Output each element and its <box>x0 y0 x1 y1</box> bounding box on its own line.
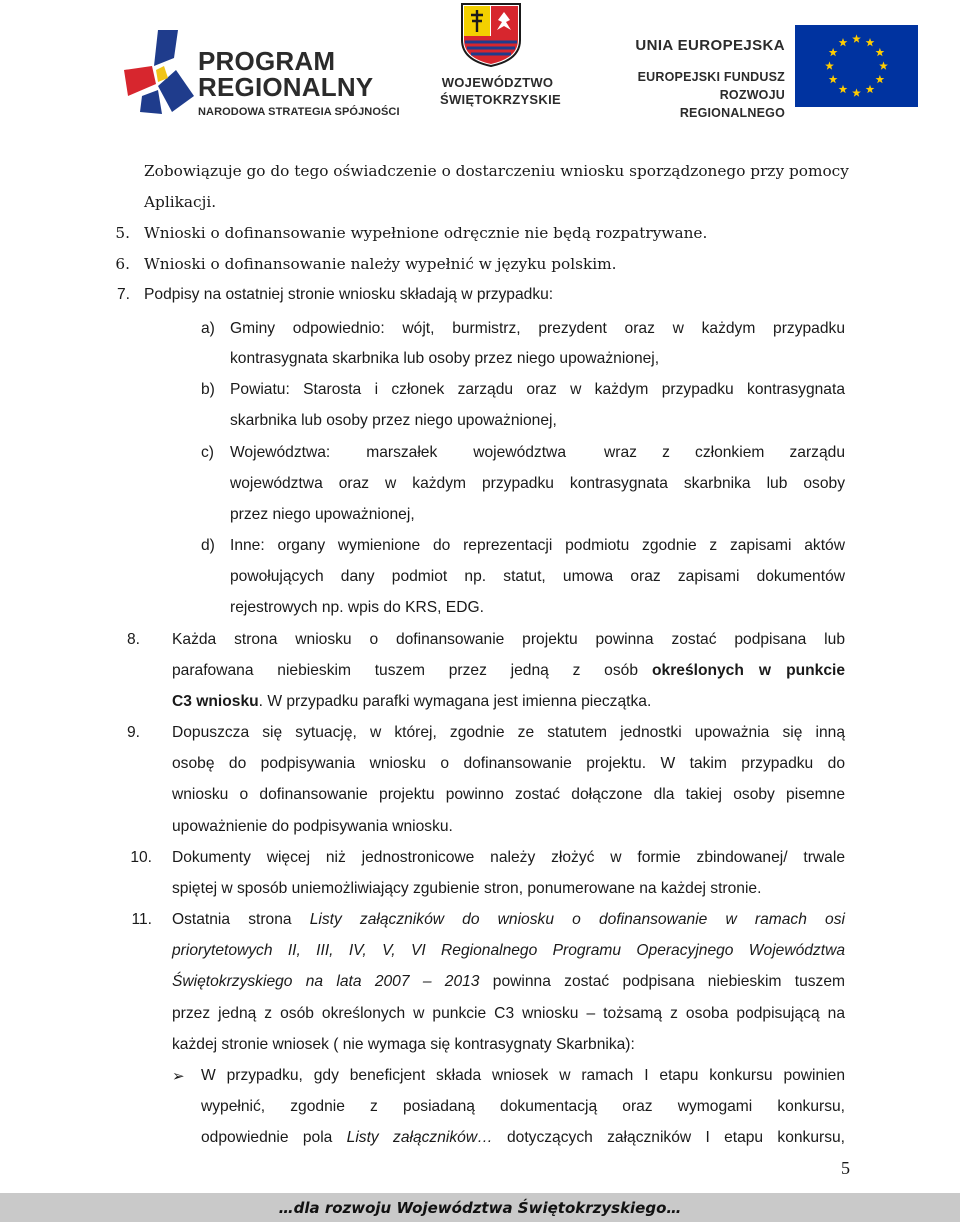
text-line: Podpisy na ostatniej stronie wniosku składają w przypadku: <box>144 286 554 303</box>
text-line: województwa oraz w każdym przypadku kontrasygnata skarbnika lub osoby <box>230 475 845 492</box>
coat-of-arms-icon <box>460 2 522 68</box>
text-line: Województwa: marszałek województwa <box>230 444 566 461</box>
text-line: W przypadku, gdy beneficjent składa wniosek w ramach I etapu konkursu powinien <box>201 1067 845 1084</box>
arrow-bullet-icon: ➢ <box>172 1067 185 1085</box>
text-line: Aplikacji. <box>144 193 217 211</box>
eu-line3: ROZWOJU REGIONALNEGO <box>679 88 785 120</box>
text-span: odpowiednie pola <box>201 1129 347 1146</box>
text-span: dotyczących załączników I etapu konkursu, <box>492 1129 846 1146</box>
text-line: Wnioski o dofinansowanie wypełnione odręcznie nie będą rozpatrywane. <box>144 224 708 242</box>
text-line: przez niego upoważnionej, <box>230 506 415 523</box>
list-number: 7. <box>116 286 130 303</box>
list-number: 8. <box>126 631 140 648</box>
wojewodztwo-swietokrzyskie-logo <box>440 0 561 112</box>
text-line: osobę do podpisywania wniosku o dofinansowanie projektu. W takim przypadku do <box>172 755 845 772</box>
text-line: powołujących dany podmiot np. statut, umowa oraz zapisami dokumentów <box>230 568 845 585</box>
voivodeship-line1: WOJEWÓDZTWO <box>441 75 554 90</box>
text-line: wniosku o dofinansowanie projektu powinno zostać dołączone dla takiej osoby pisemne <box>172 786 845 803</box>
text-line: przez jedną z osób określonych w punkcie C3 wniosku – tożsamą z osoba podpisującą na <box>172 1005 845 1022</box>
text-line: Dopuszcza się sytuację, w której, zgodnie ze statutem jednostki upoważnia się inną <box>172 724 845 741</box>
list-number: 6. <box>115 255 130 273</box>
program-logo-line2: REGIONALNY <box>198 72 374 102</box>
voivodeship-line2: ŚWIĘTOKRZYSKIE <box>440 92 561 107</box>
text-line: Powiatu: Starosta i członek zarządu oraz w każdym przypadku kontrasygnata <box>230 381 845 398</box>
list-number: 5. <box>115 224 130 242</box>
text-line: spiętej w sposób uniemożliwiający zgubienie stron, ponumerowane na każdej stronie. <box>172 880 762 897</box>
text-line <box>172 973 845 991</box>
program-regionalny-star-icon <box>118 26 196 116</box>
eu-line2: EUROPEJSKI FUNDUSZ <box>637 70 785 84</box>
program-logo-line3: NARODOWA STRATEGIA SPÓJNOŚCI <box>198 106 400 118</box>
text-line: upoważnienie do podpisywania wniosku. <box>172 818 453 835</box>
page-footer <box>0 1193 960 1222</box>
text-span: powinna zostać podpisana niebieskim tuszem <box>479 973 846 990</box>
text-span: . W przypadku parafki wymagana jest imienna pieczątka. <box>258 693 652 710</box>
text-line: wypełnić, zgodnie z posiadaną dokumentacją oraz wymogami konkursu, <box>201 1098 845 1115</box>
text-line: Wnioski o dofinansowanie należy wypełnić w języku polskim. <box>144 255 617 273</box>
text-span: Ostatnia strona <box>172 911 310 928</box>
text-line: Inne: organy wymienione do reprezentacji podmiotu zgodnie z zapisami aktów <box>230 537 845 554</box>
footer-slogan: …dla rozwoju Województwa Świętokrzyskiego… <box>278 1199 682 1217</box>
text-italic: Listy załączników… <box>346 1129 493 1146</box>
text-line: rejestrowych np. wpis do KRS, EDG. <box>230 599 484 616</box>
text-bold: C3 wniosku <box>172 693 259 710</box>
text-line: Zobowiązuje go do tego oświadczenie o dostarczeniu wniosku sporządzonego przy pomocy <box>144 162 849 180</box>
list-letter: c) <box>201 444 214 461</box>
text-line: Każda strona wniosku o dofinansowanie projektu powinna zostać podpisana lub <box>172 631 845 648</box>
text-line: wraz z członkiem zarządu <box>604 444 845 461</box>
program-logo-line1: PROGRAM <box>198 46 336 76</box>
text-italic: Listy załączników do wniosku o dofinansowanie w ramach osi <box>309 911 845 928</box>
text-line <box>201 1129 845 1147</box>
text-line: Dokumenty więcej niż jednostronicowe należy złożyć w formie zbindowanej/ trwale <box>172 849 845 866</box>
list-number: 10. <box>130 849 152 866</box>
text-line-bold: określonych w punkcie <box>652 662 845 679</box>
list-letter: b) <box>201 381 215 398</box>
list-letter: a) <box>201 320 215 337</box>
text-line-italic: priorytetowych II, III, IV, V, VI Regionalnego Programu Operacyjnego Województwa <box>172 942 845 959</box>
eu-flag-icon <box>795 25 918 107</box>
text-line: każdej stronie wniosek ( nie wymaga się kontrasygnaty Skarbnika): <box>172 1036 635 1053</box>
program-regionalny-logo <box>118 26 408 116</box>
list-letter: d) <box>201 537 215 554</box>
text-line: skarbnika lub osoby przez niego upoważnionej, <box>230 412 557 429</box>
text-line: Gminy odpowiednio: wójt, burmistrz, prezydent oraz w każdym przypadku <box>230 320 845 337</box>
page-header <box>0 0 960 120</box>
text-line: kontrasygnata skarbnika lub osoby przez niego upoważnionej, <box>230 350 660 367</box>
page-number: 5 <box>841 1158 850 1178</box>
unia-europejska-logo <box>615 25 925 120</box>
eu-line1: UNIA EUROPEJSKA <box>635 37 785 54</box>
text-line <box>172 911 845 929</box>
list-number: 9. <box>126 724 140 741</box>
list-number: 11. <box>131 911 152 928</box>
text-italic: Świętokrzyskiego na lata 2007 – 2013 <box>172 973 480 990</box>
text-line: parafowana niebieskim tuszem przez jedną z osób <box>172 662 638 679</box>
